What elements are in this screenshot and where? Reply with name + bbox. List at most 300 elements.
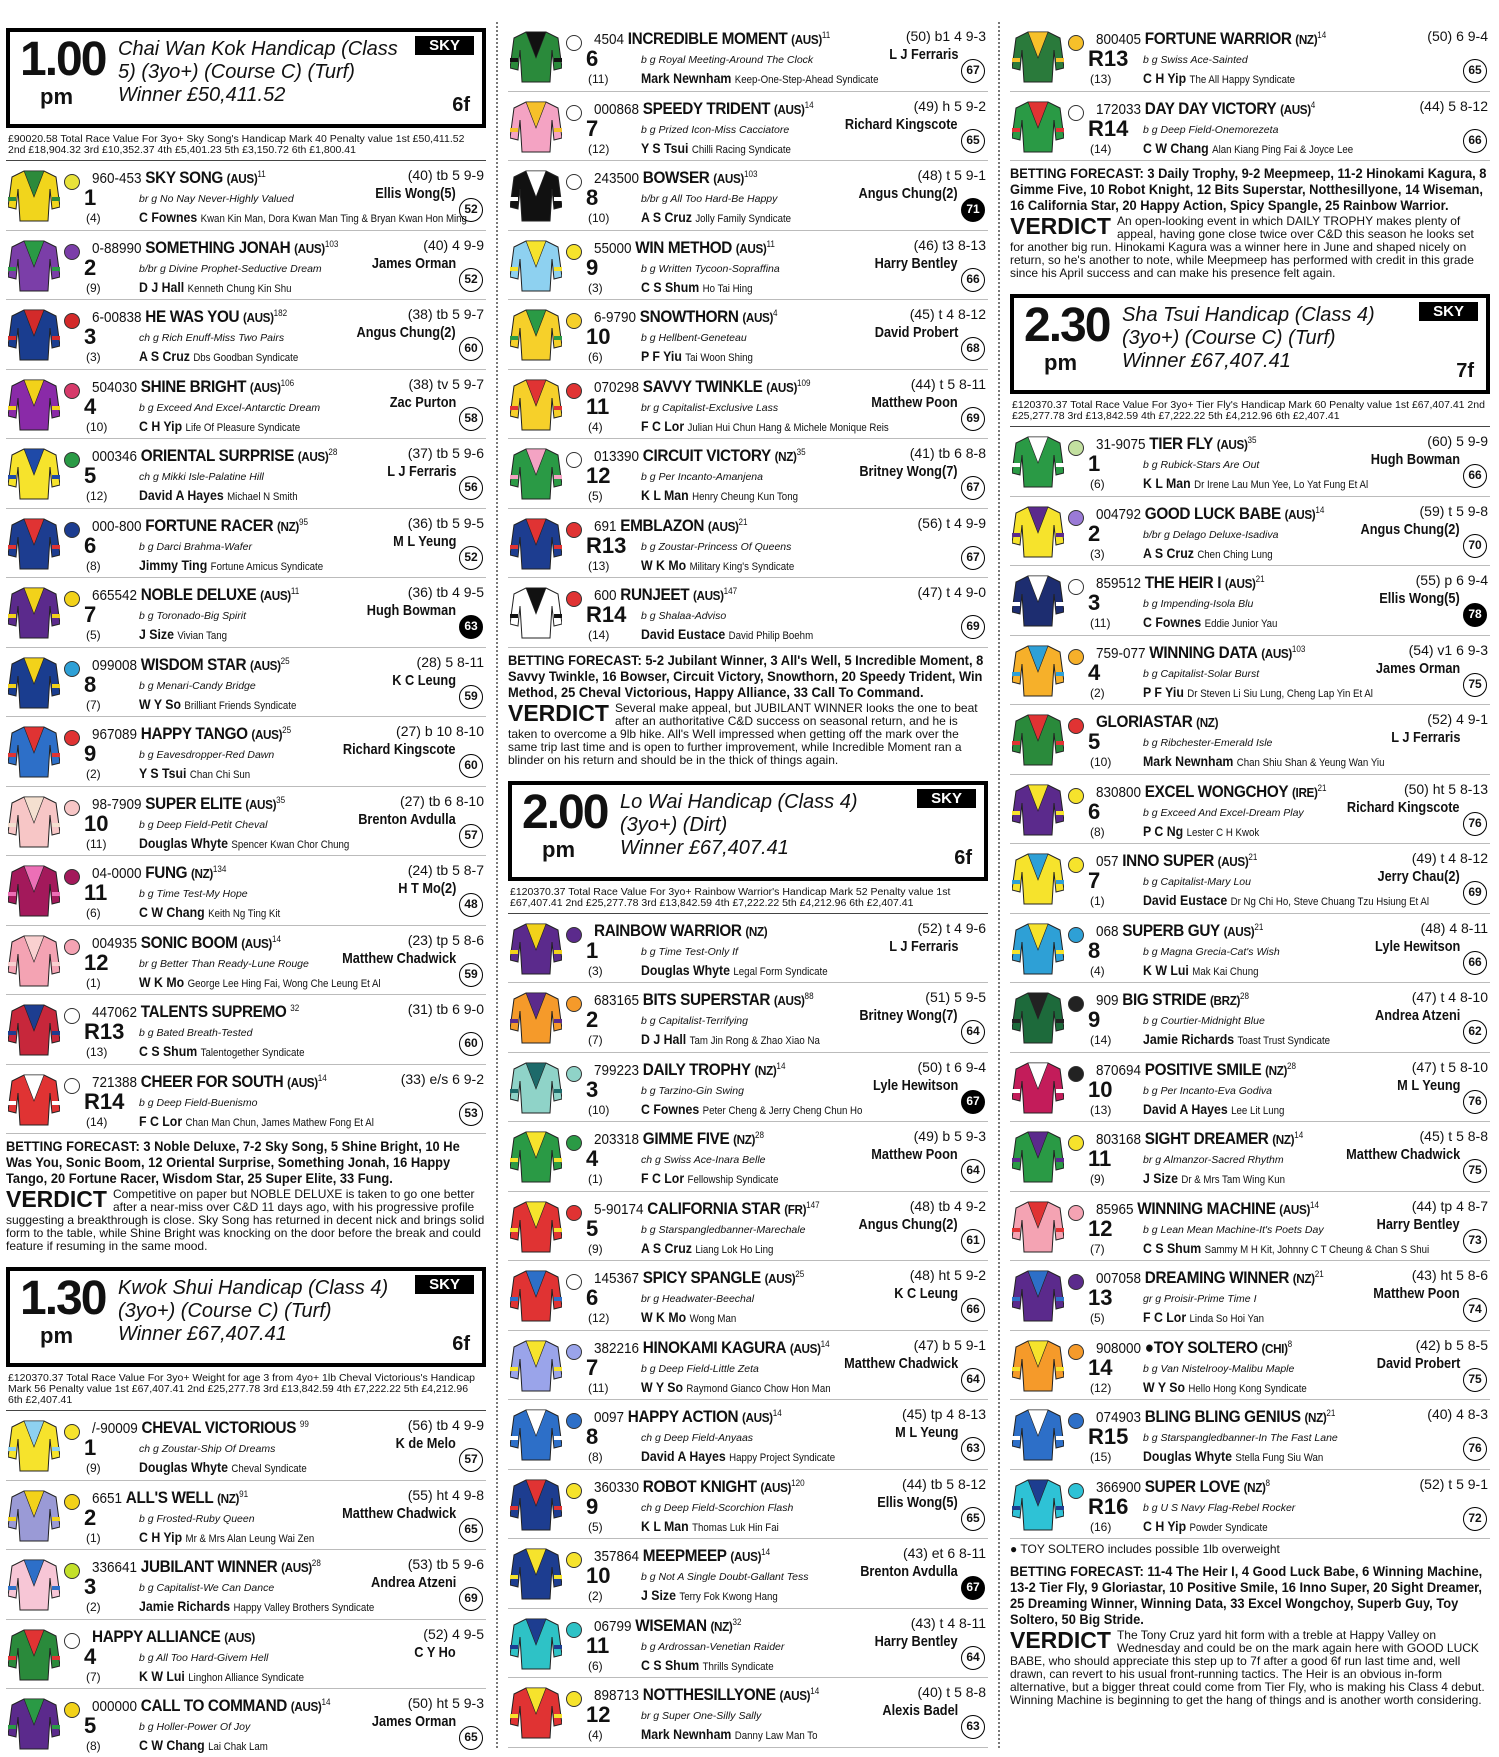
- runner-row[interactable]: [6, 648, 486, 718]
- trainer-owner: [1143, 614, 1277, 630]
- runner-row[interactable]: [1010, 566, 1490, 636]
- horse-name[interactable]: SUPERB GUY: [1122, 920, 1220, 940]
- horse-name[interactable]: MEEPMEEP: [642, 1546, 727, 1565]
- rating-circle: 73: [1463, 1229, 1487, 1253]
- trainer-name: Douglas Whyte: [139, 834, 228, 851]
- stall-draw: (4): [1090, 963, 1105, 978]
- horse-country: (AUS): [1224, 576, 1256, 591]
- runner-row[interactable]: [1010, 1192, 1490, 1262]
- horse-name[interactable]: BITS SUPERSTAR: [642, 990, 771, 1009]
- race-title: [620, 791, 910, 860]
- rating-age-weight: (55) ht 4 9-8: [407, 1486, 484, 1503]
- horse-name[interactable]: NOTTHESILLYONE: [642, 1685, 776, 1704]
- runner-form-line: [1096, 99, 1315, 119]
- runner-row[interactable]: [6, 787, 486, 857]
- runner-row[interactable]: [508, 161, 988, 231]
- days-since-run: 14: [1317, 30, 1327, 40]
- pedigree: b/br g Delago Deluxe-Isadiva: [1143, 528, 1279, 541]
- horse-country: (AUS): [741, 1410, 773, 1425]
- runner-row[interactable]: [1010, 1400, 1490, 1470]
- jockey-silk-icon: [1012, 850, 1064, 906]
- trainer-owner: [641, 1031, 820, 1047]
- horse-country: (AUS): [789, 1340, 821, 1356]
- trainer-name: W K Mo: [641, 556, 687, 573]
- days-since-run: 106: [280, 377, 295, 388]
- horse-name[interactable]: CALIFORNIA STAR: [647, 1198, 781, 1218]
- runner-form-line: [594, 1546, 770, 1566]
- saddle-number: 11: [84, 880, 108, 905]
- jockey-name: Angus Chung(2): [1360, 520, 1460, 538]
- stall-draw: (7): [588, 1033, 603, 1047]
- rating-circle: 76: [1463, 812, 1487, 836]
- runner-form-line: [594, 990, 814, 1010]
- jockey-name: Angus Chung(2): [356, 324, 456, 341]
- pedigree: b g Menari-Candy Bridge: [139, 679, 256, 692]
- trainer-owner: [139, 1459, 307, 1475]
- trainer-name: C Fownes: [139, 209, 198, 225]
- trainer-owner: [1143, 892, 1429, 908]
- jockey-silk-icon: [510, 28, 562, 84]
- runner-row[interactable]: [508, 1053, 988, 1123]
- horse-name[interactable]: FUNG: [145, 863, 188, 882]
- runner-form-line: [594, 1199, 820, 1219]
- trainer-owner: [1143, 1379, 1307, 1395]
- form-figures: 799223: [594, 1061, 640, 1079]
- form-figures: 000868: [594, 100, 640, 118]
- runner-form-line: [92, 585, 299, 605]
- owner-name: Raymond Gianco Chow Hon Man: [686, 1382, 831, 1395]
- stall-draw: (5): [1090, 1311, 1105, 1325]
- horse-name[interactable]: SOMETHING JONAH: [145, 237, 291, 257]
- cap-icon: [566, 1066, 582, 1082]
- rating-age-weight: (31) tb 6 9-0: [407, 1001, 484, 1017]
- rating-circle: 67: [961, 476, 985, 500]
- rating-age-weight: (50) ht 5 9-3: [407, 1695, 484, 1711]
- runner-row[interactable]: [6, 1689, 486, 1757]
- runner-row[interactable]: [508, 92, 988, 162]
- horse-name[interactable]: TALENTS SUPREMO: [140, 1002, 287, 1021]
- runner-form-line: [594, 1685, 819, 1705]
- sky-badge: SKY: [415, 36, 474, 55]
- runner-row[interactable]: [508, 22, 988, 92]
- cap-icon: [566, 383, 582, 399]
- saddle-number: 1: [586, 937, 599, 963]
- horse-name[interactable]: DAILY TROPHY: [642, 1059, 751, 1079]
- saddle-number: 11: [586, 393, 610, 419]
- runner-row[interactable]: [6, 995, 486, 1065]
- cap-icon: [1068, 1413, 1084, 1429]
- saddle-number: 2: [84, 1504, 97, 1530]
- horse-name[interactable]: POSITIVE SMILE: [1144, 1059, 1262, 1079]
- jockey-silk-icon: [1012, 572, 1064, 628]
- runner-row[interactable]: [6, 856, 486, 926]
- runner-row[interactable]: [6, 439, 486, 509]
- cap-icon: [566, 244, 582, 260]
- horse-name[interactable]: BIG STRIDE: [1122, 990, 1207, 1009]
- race-winner-prize: Winner £67,407.41: [620, 836, 789, 859]
- runner-row[interactable]: [508, 1261, 988, 1331]
- horse-name[interactable]: WIN METHOD: [635, 237, 732, 257]
- horse-name[interactable]: BLING BLING GENIUS: [1144, 1407, 1301, 1426]
- runner-form-line: [92, 794, 285, 814]
- runner-row[interactable]: [6, 1481, 486, 1551]
- rating-age-weight: (23) tp 5 8-6: [407, 931, 484, 948]
- horse-name[interactable]: HINOKAMI KAGURA: [642, 1337, 787, 1357]
- horse-name[interactable]: SKY SONG: [145, 168, 223, 187]
- horse-name[interactable]: SPICY SPANGLE: [642, 1268, 761, 1287]
- form-figures: 070298: [594, 378, 640, 396]
- trainer-owner: [1143, 545, 1273, 561]
- horse-name[interactable]: CHEER FOR SOUTH: [140, 1071, 284, 1091]
- days-since-run: 14: [761, 1547, 771, 1557]
- runner-row[interactable]: [508, 300, 988, 370]
- rating-circle: 64: [961, 1020, 985, 1044]
- trainer-name: K W Lui: [1143, 961, 1189, 978]
- rating-age-weight: (52) 4 9-5: [423, 1625, 484, 1642]
- horse-country: (NZ): [774, 449, 797, 464]
- rating-circle: 69: [961, 407, 985, 431]
- runner-row[interactable]: [6, 370, 486, 440]
- cap-icon: [1068, 1274, 1084, 1290]
- trainer-owner: [641, 140, 791, 156]
- race-name: Chai Wan Kok Handicap (Class 5) (3yo+) (Course C) (Turf): [118, 38, 398, 83]
- days-since-run: 14: [1310, 1199, 1320, 1210]
- horse-name[interactable]: SAVVY TWINKLE: [642, 376, 763, 396]
- rating-age-weight: (27) b 10 8-10: [396, 723, 484, 739]
- runner-row[interactable]: [6, 231, 486, 301]
- runner-row[interactable]: [6, 926, 486, 996]
- horse-name[interactable]: SUPER LOVE: [1144, 1476, 1240, 1496]
- runner-row[interactable]: [508, 1400, 988, 1470]
- runner-row[interactable]: [508, 1678, 988, 1748]
- rating-age-weight: (53) tb 5 9-6: [407, 1556, 484, 1572]
- runner-row[interactable]: [6, 1620, 486, 1690]
- runner-row[interactable]: [1010, 1122, 1490, 1192]
- jockey-name: L J Ferraris: [1390, 729, 1460, 746]
- horse-name[interactable]: SIGHT DREAMER: [1144, 1129, 1269, 1148]
- horse-name[interactable]: RUNJEET: [620, 585, 690, 604]
- rating-age-weight: (37) tb 5 9-6: [407, 445, 484, 461]
- trainer-owner: [641, 1448, 835, 1464]
- verdict-text: Competitive on paper but NOBLE DELUXE is taken to go one better after a near-miss over C&D 11 days ago, with his progressive profile suggesting a breakthrough is close. Sky Song has returned in decent nick and brings solid form to the table, while Shine Bright was knocking on the door before the break and could feature if resuming in the same mood.: [6, 1187, 485, 1253]
- horse-name[interactable]: ALL'S WELL: [125, 1487, 214, 1507]
- runner-row[interactable]: [1010, 497, 1490, 567]
- horse-name[interactable]: GIMME FIVE: [642, 1129, 730, 1148]
- horse-name[interactable]: SONIC BOOM: [140, 932, 238, 952]
- stall-draw: (10): [86, 419, 108, 434]
- horse-name[interactable]: ORIENTAL SURPRISE: [140, 446, 294, 465]
- saddle-number: 6: [1088, 798, 1101, 824]
- horse-name[interactable]: THE HEIR I: [1144, 573, 1222, 592]
- horse-country: (NZ): [1272, 1132, 1295, 1147]
- horse-name[interactable]: INNO SUPER: [1122, 851, 1214, 870]
- days-since-run: 21: [1248, 852, 1258, 862]
- runner-form-line: [594, 1338, 830, 1358]
- saddle-number: 12: [586, 1702, 611, 1727]
- runner-form-line: [594, 1060, 785, 1080]
- runner-row[interactable]: [508, 983, 988, 1053]
- horse-name[interactable]: ROBOT KNIGHT: [642, 1476, 757, 1496]
- trainer-owner: [139, 765, 250, 781]
- horse-name[interactable]: RAINBOW WARRIOR: [594, 920, 742, 940]
- stall-draw: (2): [86, 1600, 101, 1614]
- runner-row[interactable]: [6, 300, 486, 370]
- runner-row[interactable]: [1010, 983, 1490, 1053]
- runner-row[interactable]: [508, 1539, 988, 1609]
- pedigree: b g Not A Single Doubt-Gallant Tess: [641, 1571, 809, 1583]
- cap-icon: [1068, 1066, 1084, 1082]
- trainer-name: W K Mo: [641, 1309, 687, 1325]
- stall-draw: (7): [86, 697, 101, 712]
- runner-row[interactable]: [1010, 1331, 1490, 1401]
- horse-name[interactable]: FORTUNE RACER: [145, 515, 274, 535]
- runner-row[interactable]: [508, 439, 988, 509]
- runner-row[interactable]: [6, 1065, 486, 1135]
- horse-name[interactable]: JUBILANT WINNER: [140, 1557, 278, 1576]
- trainer-name: Jamie Richards: [139, 1598, 231, 1614]
- runner-row[interactable]: [1010, 22, 1490, 92]
- horse-name[interactable]: FORTUNE WARRIOR: [1144, 29, 1292, 48]
- runner-row[interactable]: [1010, 1261, 1490, 1331]
- horse-name[interactable]: HAPPY TANGO: [140, 724, 248, 743]
- saddle-number: 11: [1088, 1146, 1112, 1171]
- runner-row[interactable]: [1010, 1053, 1490, 1123]
- horse-name[interactable]: EMBLAZON: [620, 515, 705, 535]
- runner-form-line: [92, 1627, 255, 1647]
- stall-draw: (2): [588, 1589, 603, 1603]
- race-title: [118, 38, 408, 107]
- days-since-run: 14: [820, 1338, 830, 1349]
- runner-row[interactable]: [508, 1609, 988, 1679]
- pedigree: b g Darci Brahma-Wafer: [139, 540, 253, 553]
- days-since-run: 99: [299, 1419, 309, 1429]
- saddle-number: 5: [84, 1713, 97, 1738]
- runner-form-line: [594, 1407, 782, 1427]
- jockey-name: Alexis Badel: [882, 1702, 958, 1719]
- betting-forecast: BETTING FORECAST: 11-4 The Heir I, 4 Good Luck Babe, 6 Winning Machine, 13-2 Tier Fly, 9 Gloriastar, 10 Positive Smile, 16 Inno Super, 20 Sight Dreamer, 25 Dreaming Winner, Winning Data, 33 Excel Wongchoy, Superb Guy, Toy Soltero, 50 Big Stride.: [1010, 1563, 1483, 1627]
- rating-circle: 74: [1463, 1298, 1487, 1322]
- trainer-owner: [1143, 962, 1258, 978]
- horse-name[interactable]: CIRCUIT VICTORY: [642, 446, 771, 465]
- trainer-name: Douglas Whyte: [1143, 1448, 1232, 1464]
- runner-row[interactable]: [508, 1122, 988, 1192]
- horse-name[interactable]: WINNING MACHINE: [1137, 1198, 1276, 1218]
- owner-name: Chan Man Chun, James Mathew Fong Et Al: [185, 1116, 374, 1129]
- pedigree: b g Holler-Power Of Joy: [139, 1721, 251, 1733]
- horse-name[interactable]: CALL TO COMMAND: [140, 1696, 287, 1715]
- horse-name[interactable]: GOOD LUCK BABE: [1144, 503, 1281, 523]
- rating-age-weight: (48) tb 4 9-2: [909, 1197, 986, 1214]
- trainer-owner: [1143, 753, 1384, 769]
- trainer-name: F C Lor: [1143, 1309, 1187, 1325]
- rating-circle: 60: [459, 337, 483, 361]
- jockey-name: Britney Wong(7): [859, 1007, 958, 1024]
- saddle-number: R16: [1088, 1493, 1129, 1519]
- runner-row[interactable]: [1010, 844, 1490, 914]
- saddle-number: 4: [1088, 659, 1101, 685]
- horse-name[interactable]: GLORIASTAR: [1096, 712, 1193, 731]
- horse-name[interactable]: HAPPY ACTION: [627, 1407, 739, 1426]
- pedigree: b g Deep Field-Little Zeta: [641, 1362, 759, 1375]
- runner-row[interactable]: [508, 1470, 988, 1540]
- rating-circle: 52: [459, 546, 483, 570]
- owner-name: Cheval Syndicate: [231, 1463, 307, 1475]
- jockey-silk-icon: [510, 1476, 562, 1532]
- runner-row[interactable]: [508, 578, 988, 648]
- rating-circle: 69: [459, 1587, 483, 1611]
- pedigree: ch g Zoustar-Ship Of Dreams: [139, 1443, 276, 1455]
- sky-badge: SKY: [1419, 302, 1478, 321]
- horse-name[interactable]: ●TOY SOLTERO: [1144, 1337, 1258, 1357]
- jockey-silk-icon: [1012, 98, 1064, 154]
- runner-row[interactable]: [1010, 427, 1490, 497]
- trainer-name: C H Yip: [139, 417, 183, 434]
- rating-circle: 65: [459, 1518, 483, 1542]
- form-figures: 600: [594, 587, 617, 604]
- horse-name[interactable]: DAY DAY VICTORY: [1144, 98, 1277, 118]
- rating-age-weight: (50) ht 5 8-13: [1403, 780, 1488, 797]
- runner-row[interactable]: [1010, 636, 1490, 706]
- trainer-name: C H Yip: [1143, 1517, 1187, 1534]
- race-terms: £90020.58 Total Race Value For 3yo+ Sky Song's Handicap Mark 40 Penalty value 1st £50,411.52 2nd £18,904.32 3rd £10,352.37 4th £5,401.23 5th £3,150.72 6th £1,800.41: [6, 134, 486, 161]
- trainer-name: Jimmy Ting: [139, 556, 208, 573]
- runner-row[interactable]: [1010, 705, 1490, 775]
- runner-row[interactable]: [508, 370, 988, 440]
- trainer-name: Mark Newnham: [641, 70, 732, 86]
- runner-form-line: [1096, 573, 1265, 593]
- horse-name[interactable]: WINNING DATA: [1149, 642, 1258, 662]
- horse-name[interactable]: WISDOM STAR: [140, 654, 247, 674]
- horse-name[interactable]: EXCEL WONGCHOY: [1144, 781, 1289, 801]
- stall-draw: (6): [86, 906, 101, 920]
- horse-country: (AUS): [730, 1549, 762, 1564]
- runner-row[interactable]: [6, 717, 486, 787]
- stall-draw: (14): [86, 1114, 108, 1129]
- form-figures: 85965: [1096, 1200, 1134, 1218]
- rating-age-weight: (40) tb 5 9-9: [407, 167, 484, 183]
- owner-name: Terry Fok Kwong Hang: [679, 1591, 778, 1603]
- trainer-name: F C Lor: [641, 1170, 685, 1186]
- saddle-number: 8: [586, 1424, 599, 1449]
- runner-row[interactable]: [508, 509, 988, 579]
- runner-row[interactable]: [1010, 1470, 1490, 1540]
- rating-age-weight: (47) b 5 9-1: [913, 1336, 986, 1353]
- form-figures: 357864: [594, 1548, 640, 1565]
- runner-row[interactable]: [6, 1411, 486, 1481]
- rating-age-weight: (36) tb 5 9-5: [407, 514, 484, 531]
- pedigree: b g Courtier-Midnight Blue: [1143, 1015, 1265, 1027]
- horse-name[interactable]: WISEMAN: [635, 1615, 707, 1635]
- stall-draw: (10): [1090, 755, 1112, 769]
- runner-row[interactable]: [1010, 775, 1490, 845]
- horse-name[interactable]: SHINE BRIGHT: [140, 376, 247, 396]
- saddle-number: 7: [1088, 868, 1101, 893]
- owner-name: Thrills Syndicate: [702, 1660, 774, 1673]
- runner-row[interactable]: [6, 509, 486, 579]
- runner-form-line: [594, 1477, 805, 1497]
- horse-name[interactable]: BOWSER: [642, 168, 710, 187]
- runner-row[interactable]: [508, 914, 988, 984]
- trainer-owner: [139, 1529, 314, 1545]
- runner-row[interactable]: [6, 1550, 486, 1620]
- runner-form-line: [1096, 29, 1326, 49]
- rating-circle: 75: [1463, 1368, 1487, 1392]
- rating-age-weight: (45) t 4 8-12: [909, 306, 986, 322]
- runner-row[interactable]: [1010, 92, 1490, 162]
- horse-name[interactable]: DREAMING WINNER: [1144, 1268, 1290, 1287]
- cap-icon: [64, 591, 80, 607]
- rating-age-weight: (28) 5 8-11: [416, 653, 484, 670]
- runner-row[interactable]: [508, 1331, 988, 1401]
- horse-name[interactable]: TIER FLY: [1149, 434, 1214, 453]
- rating-circle: 64: [961, 1159, 985, 1183]
- owner-name: Michael N Smith: [227, 491, 298, 503]
- runner-row[interactable]: [508, 231, 988, 301]
- jockey-silk-icon: [510, 1128, 562, 1184]
- horse-name[interactable]: SPEEDY TRIDENT: [642, 98, 771, 118]
- horse-country: (NZ): [1295, 32, 1318, 47]
- horse-name[interactable]: NOBLE DELUXE: [140, 585, 257, 604]
- runner-row[interactable]: [508, 1192, 988, 1262]
- runner-row[interactable]: [6, 161, 486, 231]
- days-since-run: 91: [239, 1488, 249, 1499]
- stall-draw: (1): [1090, 894, 1105, 908]
- rating-age-weight: (43) et 6 8-11: [902, 1545, 986, 1561]
- saddle-number: 10: [84, 810, 109, 836]
- jockey-silk-icon: [1012, 1267, 1064, 1323]
- jockey-silk-icon: [510, 1337, 562, 1393]
- race-name: Lo Wai Handicap (Class 4) (3yo+) (Dirt): [620, 790, 858, 836]
- owner-name: Toast Trust Syndicate: [1237, 1035, 1331, 1047]
- runner-form-line: [92, 516, 308, 536]
- rating-age-weight: (49) t 4 8-12: [1411, 850, 1488, 866]
- saddle-number: 11: [586, 1632, 610, 1658]
- horse-country: (AUS): [742, 310, 774, 325]
- jockey-name: David Probert: [874, 324, 958, 341]
- trainer-owner: [641, 1240, 773, 1256]
- horse-name[interactable]: SNOWTHORN: [639, 307, 739, 326]
- owner-name: Lee Lit Lung: [1231, 1104, 1285, 1117]
- race-winner-prize: Winner £67,407.41: [118, 1323, 287, 1345]
- horse-name[interactable]: INCREDIBLE MOMENT: [627, 29, 788, 48]
- trainer-owner: [139, 209, 467, 225]
- days-since-run: 35: [796, 447, 806, 457]
- stall-draw: (4): [588, 1728, 603, 1742]
- stall-draw: (10): [588, 211, 610, 225]
- horse-name[interactable]: HE WAS YOU: [145, 307, 240, 326]
- jockey-name: M L Yeung: [392, 532, 456, 550]
- days-since-run: 25: [795, 1269, 805, 1279]
- rating-circle: 52: [459, 268, 483, 292]
- rating-circle: 67: [961, 1576, 985, 1600]
- stall-draw: (9): [1090, 1172, 1105, 1186]
- horse-country: (NZ): [1304, 1410, 1327, 1425]
- form-figures: 172033: [1096, 100, 1142, 118]
- days-since-run: 14: [1294, 1130, 1304, 1140]
- race-distance: 6f: [954, 846, 972, 869]
- stall-draw: (11): [588, 1380, 609, 1395]
- jockey-silk-icon: [8, 793, 60, 849]
- runner-row[interactable]: [6, 578, 486, 648]
- horse-name[interactable]: SUPER ELITE: [145, 793, 242, 813]
- horse-name[interactable]: CHEVAL VICTORIOUS: [141, 1418, 297, 1437]
- jockey-silk-icon: [510, 515, 562, 571]
- rating-age-weight: (52) 4 9-1: [1427, 711, 1488, 727]
- owner-name: Stella Fung Siu Wan: [1235, 1452, 1324, 1464]
- runner-row[interactable]: [1010, 914, 1490, 984]
- rating-circle: 75: [1463, 673, 1487, 697]
- horse-name[interactable]: HAPPY ALLIANCE: [92, 1626, 221, 1646]
